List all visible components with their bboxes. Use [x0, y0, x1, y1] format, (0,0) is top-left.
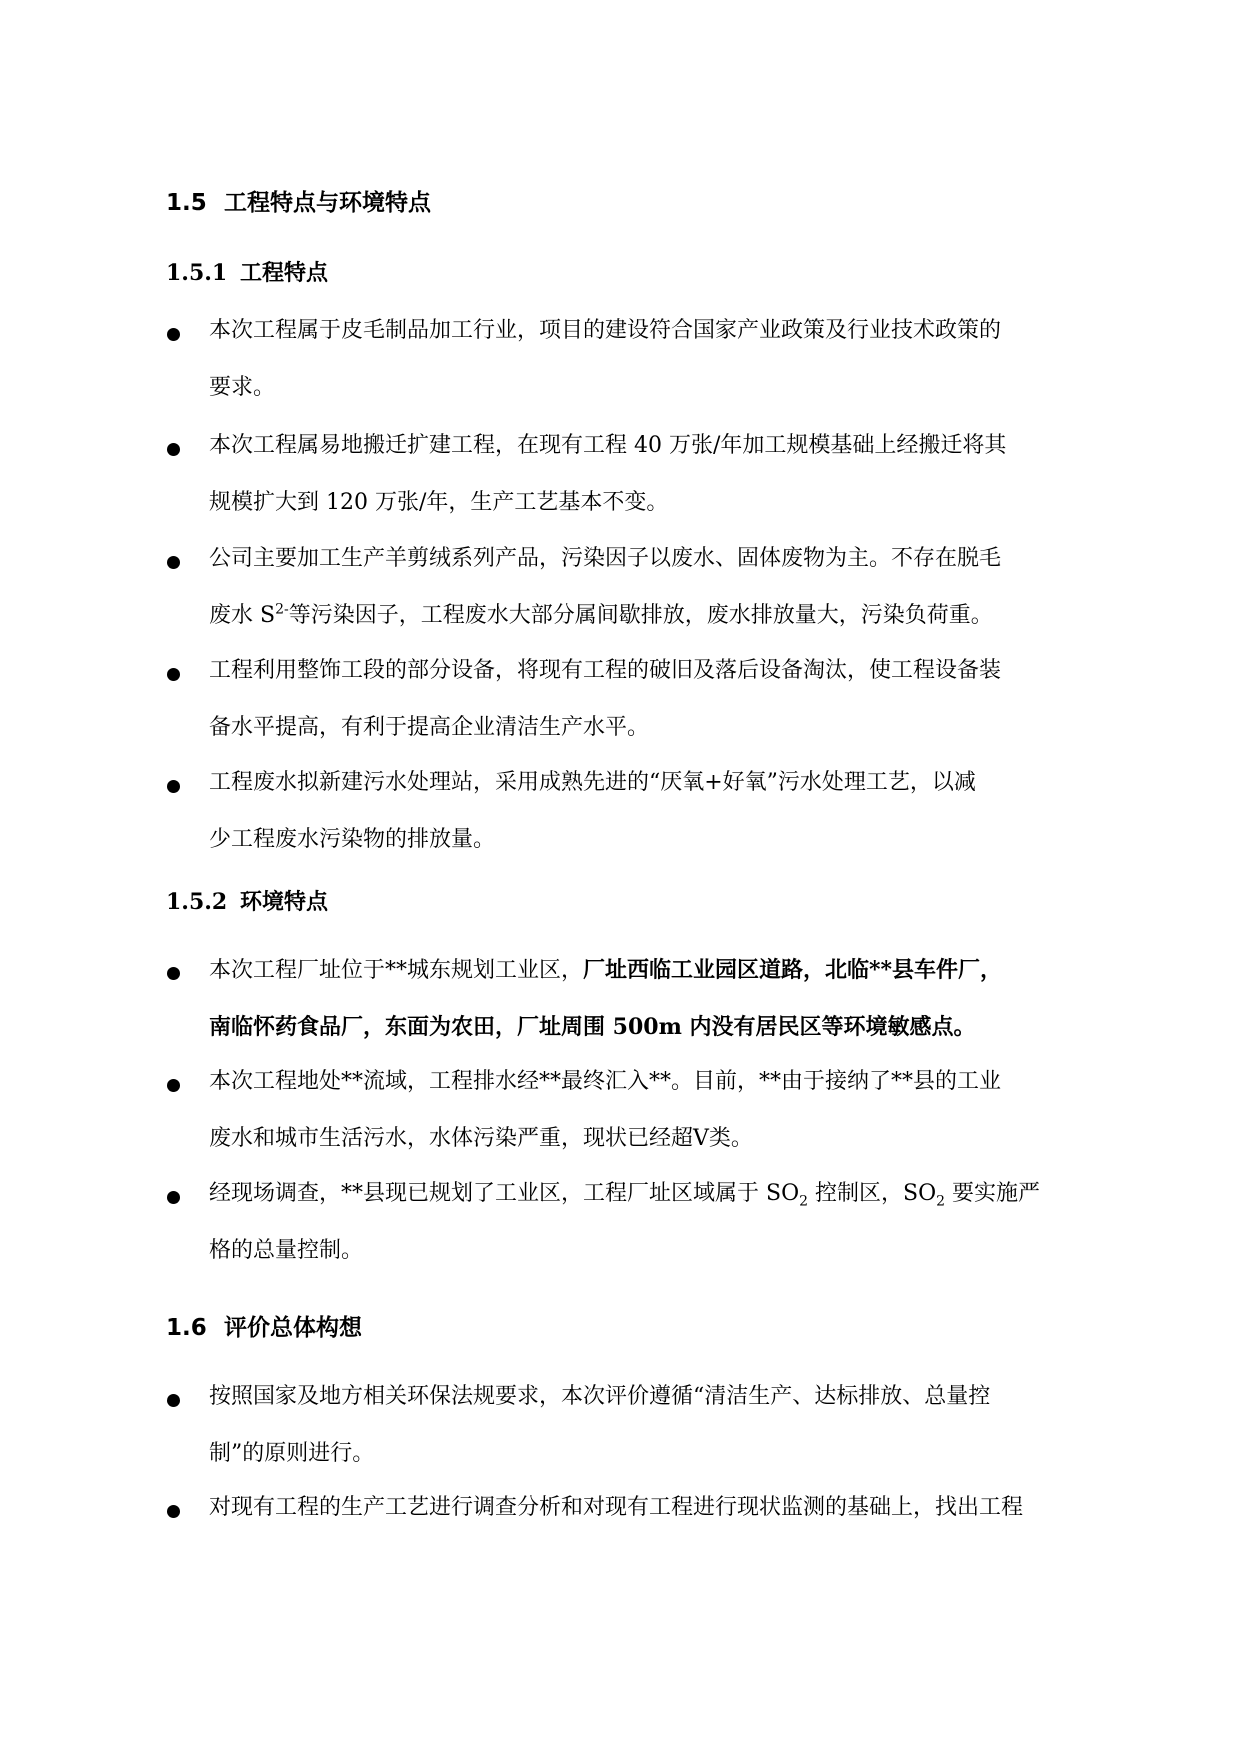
- section-number: 1.6: [166, 1315, 207, 1341]
- section-heading-1-5-1: [166, 258, 328, 288]
- list-item-text: 按照国家及地方相关环保法规要求，本次评价遵循“清洁生产、达标排放、总量控: [209, 1384, 991, 1409]
- section-title: 评价总体构想: [224, 1315, 362, 1341]
- section-number: 1.5: [166, 190, 207, 216]
- bullet-icon: [167, 1191, 180, 1204]
- text-fragment: 废水 S: [209, 603, 276, 628]
- list-item-text: 本次工程属于皮毛制品加工行业，项目的建设符合国家产业政策及行业技术政策的: [209, 318, 1002, 343]
- bullet-icon: [167, 328, 180, 341]
- list-item-text: 公司主要加工生产羊剪绒系列产品，污染因子以废水、固体废物为主。不存在脱毛: [209, 546, 1002, 571]
- subscript: 2: [936, 1193, 946, 1210]
- list-item-text: 本次工程地处**流域，工程排水经**最终汇入**。目前，**由于接纳了**县的工业: [209, 1069, 1002, 1094]
- section-title: 工程特点与环境特点: [224, 190, 431, 216]
- list-item-text: 格的总量控制。: [209, 1238, 364, 1263]
- list-item-text: 规模扩大到 120 万张/年，生产工艺基本不变。: [209, 490, 669, 515]
- section-number: 1.5.1: [166, 260, 228, 286]
- text-fragment: 本次工程厂址位于**城东规划工业区，: [209, 958, 584, 983]
- list-item-text: 备水平提高，有利于提高企业清洁生产水平。: [209, 715, 650, 740]
- list-item-text: 要求。: [209, 375, 276, 400]
- bold-text-fragment: 厂址西临工业园区道路，北临**县车件厂，: [583, 957, 1003, 983]
- list-item-text: [209, 954, 1002, 987]
- section-heading-1-5-2: [166, 887, 328, 917]
- bullet-icon: [167, 668, 180, 681]
- list-item-text: [209, 1178, 1040, 1210]
- section-heading-1-6: [166, 1313, 362, 1343]
- text-fragment: 等污染因子，工程废水大部分属间歇排放，废水排放量大，污染负荷重。: [288, 603, 993, 628]
- list-item-text: 工程废水拟新建污水处理站，采用成熟先进的“厌氧+好氧”污水处理工艺，以减: [209, 770, 976, 795]
- bullet-icon: [167, 1394, 180, 1407]
- list-item-text: 废水和城市生活污水，水体污染严重，现状已经超Ⅴ类。: [209, 1126, 753, 1151]
- subscript: 2: [799, 1193, 809, 1210]
- bullet-icon: [167, 1079, 180, 1092]
- text-fragment: 要实施严: [945, 1181, 1041, 1206]
- text-fragment: 经现场调查，**县现已规划了工业区，工程厂址区域属于 SO: [209, 1181, 800, 1206]
- bullet-icon: [167, 443, 180, 456]
- list-item-text: 制”的原则进行。: [209, 1441, 375, 1466]
- section-number: 1.5.2: [166, 889, 228, 915]
- list-item-text: 南临怀药食品厂，东面为农田，厂址周围 500m 内没有居民区等环境敏感点。: [209, 1014, 976, 1040]
- list-item-text: 对现有工程的生产工艺进行调查分析和对现有工程进行现状监测的基础上，找出工程: [209, 1495, 1024, 1520]
- section-title: 环境特点: [240, 889, 329, 915]
- superscript: 2-: [275, 601, 289, 618]
- section-heading-1-5: [166, 188, 431, 218]
- list-item-text: [209, 600, 993, 632]
- text-fragment: 控制区，SO: [808, 1181, 937, 1206]
- bullet-icon: [167, 556, 180, 569]
- list-item-text: 本次工程属易地搬迁扩建工程，在现有工程 40 万张/年加工规模基础上经搬迁将其: [209, 433, 1007, 458]
- bullet-icon: [167, 1505, 180, 1518]
- list-item-text: 工程利用整饰工段的部分设备，将现有工程的破旧及落后设备淘汰，使工程设备装: [209, 658, 1002, 683]
- section-title: 工程特点: [240, 260, 329, 286]
- list-item-text: 少工程废水污染物的排放量。: [209, 827, 496, 852]
- bullet-icon: [167, 780, 180, 793]
- bullet-icon: [167, 967, 180, 980]
